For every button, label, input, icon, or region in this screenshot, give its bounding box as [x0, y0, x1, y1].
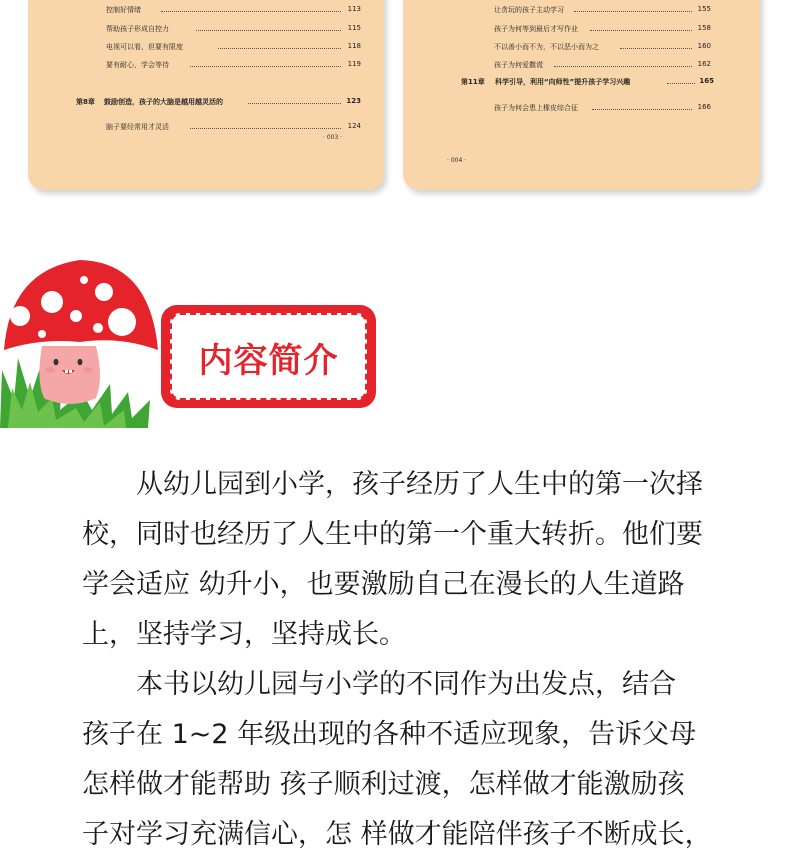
toc-entry-title: 要有耐心，学会等待 — [106, 61, 169, 69]
page-number: · 004 · — [447, 157, 467, 164]
toc-leader-dots — [667, 83, 695, 84]
toc-entry-title: 控制好情绪 — [106, 6, 141, 14]
toc-leader-dots — [620, 48, 692, 49]
section-header-inner — [170, 313, 367, 400]
toc-entry-page: 119 — [347, 60, 361, 68]
toc-entry-page: 155 — [697, 5, 711, 13]
toc-chapter-page: 165 — [699, 77, 714, 85]
page-number: · 003 · — [323, 134, 343, 141]
section-header-banner — [161, 305, 376, 408]
toc-entry-page: 160 — [697, 42, 711, 50]
toc-entry-page: 118 — [347, 42, 361, 50]
toc-entry-page: 124 — [347, 122, 361, 130]
intro-line: 学会适应 幼升小，也要激励自己在漫长的人生道路 — [82, 569, 685, 600]
toc-entry-title: 孩子为何爱撒谎 — [494, 61, 543, 69]
toc-leader-dots — [574, 11, 692, 12]
intro-line: 子对学习充满信心，怎 样做才能陪伴孩子不断成长， — [82, 819, 712, 850]
intro-line: 从幼儿园到小学，孩子经历了人生中的第一次择 — [82, 469, 703, 500]
toc-entry-page: 115 — [347, 24, 361, 32]
toc-entry-title: 帮助孩子形成自控力 — [106, 25, 169, 33]
toc-entry-page: 113 — [347, 5, 361, 13]
mushroom-stem — [39, 346, 100, 404]
toc-entry-title: 孩子为何等到最后才写作业 — [494, 25, 578, 33]
toc-leader-dots — [218, 48, 341, 49]
intro-line: 本书以幼儿园与小学的不同作为出发点，结合 — [82, 669, 676, 700]
toc-entry-page: 158 — [697, 24, 711, 32]
toc-entry-page: 162 — [697, 60, 711, 68]
toc-leader-dots — [590, 30, 692, 31]
toc-chapter-title: 鼓励创造，孩子的大脑是越用越灵活的 — [104, 98, 223, 106]
toc-leader-dots — [190, 66, 341, 67]
toc-leader-dots — [196, 30, 341, 31]
toc-leader-dots — [248, 103, 341, 104]
toc-page-left — [28, 0, 384, 190]
toc-chapter-number: 第11章 — [461, 78, 485, 86]
toc-chapter-page: 123 — [346, 97, 361, 105]
section-title: 内容简介 — [198, 341, 339, 381]
intro-text — [82, 460, 712, 850]
mushroom-mascot-illustration — [0, 250, 170, 430]
toc-chapter-title: 科学引导，利用“向师性”提升孩子学习兴趣 — [495, 78, 631, 86]
toc-entry-page: 166 — [697, 103, 711, 111]
intro-line: 校，同时也经历了人生中的第一个重大转折。他们要 — [82, 519, 703, 550]
toc-entry-title: 让贪玩的孩子主动学习 — [494, 6, 564, 14]
toc-chapter-number: 第8章 — [76, 98, 95, 106]
intro-line: 上，坚持学习，坚持成长。 — [82, 619, 406, 650]
toc-entry-title: 孩子为何会患上橡皮综合征 — [494, 104, 578, 112]
toc-leader-dots — [592, 109, 692, 110]
toc-leader-dots — [161, 11, 341, 12]
toc-entry-title: 不以善小而不为，不以恶小而为之 — [494, 43, 599, 51]
toc-entry-title: 电视可以看，但要有限度 — [106, 43, 183, 51]
toc-leader-dots — [190, 128, 341, 129]
toc-entry-title: 脑子要经常用才灵活 — [106, 123, 169, 131]
toc-page-right — [403, 0, 760, 190]
intro-line: 孩子在 1~2 年级出现的各种不适应现象，告诉父母 — [82, 719, 697, 750]
intro-line: 怎样做才能帮助 孩子顺利过渡，怎样做才能激励孩 — [82, 769, 685, 800]
mushroom-cap — [4, 260, 158, 350]
toc-leader-dots — [554, 66, 692, 67]
